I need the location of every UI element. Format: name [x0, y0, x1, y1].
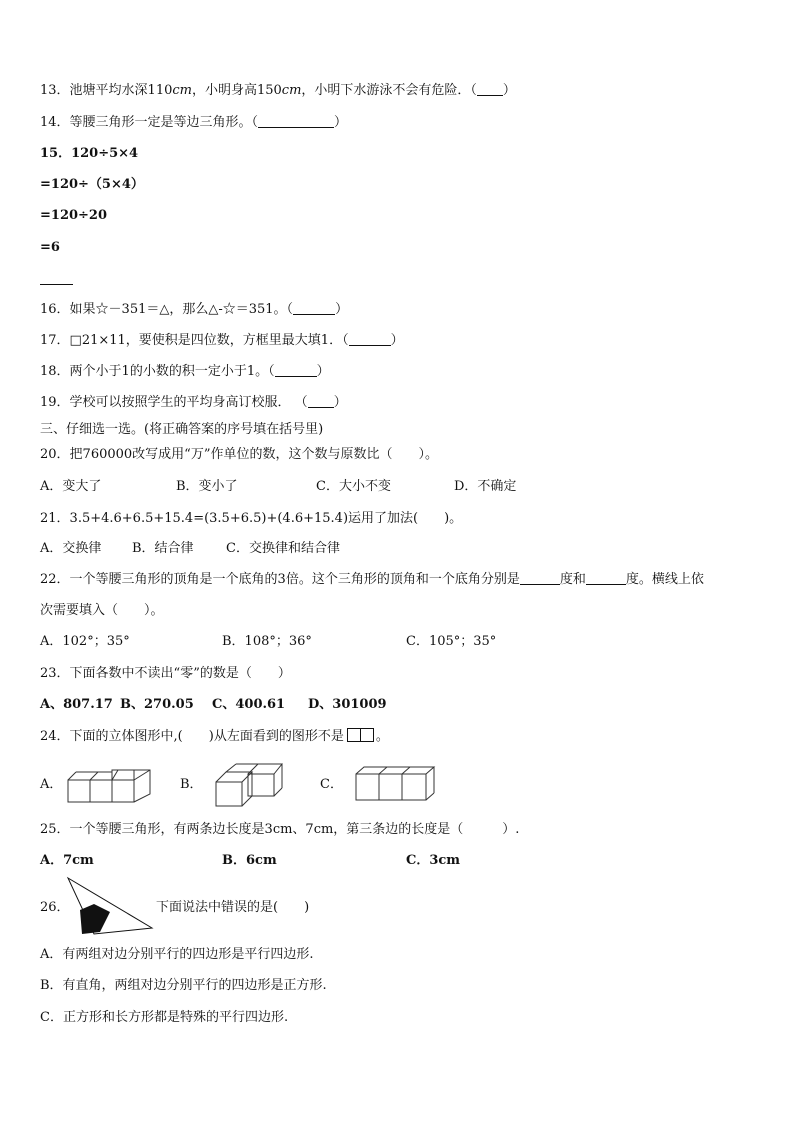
question-17: 17．□21×11，要使积是四位数，方框里最大填1．（ ）: [40, 333, 404, 348]
option-c[interactable]: C．3cm: [406, 853, 461, 868]
option-c[interactable]: C．: [320, 777, 343, 792]
option-a[interactable]: A．变大了: [40, 479, 102, 494]
question-23: 23．下面各数中不读出“零”的数是（ ）: [40, 666, 291, 681]
option-b[interactable]: B．有直角，两组对边分别平行的四边形是正方形.: [40, 978, 327, 993]
answer-blank[interactable]: [520, 572, 560, 585]
two-squares-figure: [347, 729, 373, 744]
option-a[interactable]: A．交换律: [40, 541, 102, 556]
option-d[interactable]: D．不确定: [454, 479, 517, 494]
option-b[interactable]: B．6cm: [222, 853, 277, 868]
question-22: 22．一个等腰三角形的顶角是一个底角的3倍。这个三角形的顶角和一个底角分别是 度和 度。横线上依: [40, 572, 704, 587]
option-c[interactable]: C．正方形和长方形都是特殊的平行四边形.: [40, 1010, 289, 1025]
question-24: 24．下面的立体图形中,( )从左面看到的图形不是 。: [40, 729, 389, 744]
option-a[interactable]: A．7cm: [40, 853, 94, 868]
answer-blank[interactable]: [275, 364, 317, 377]
question-26-number: 26．: [40, 900, 70, 915]
cube-figure-a: [66, 768, 156, 808]
section-heading: 三、仔细选一选。(将正确答案的序号填在括号里): [40, 422, 324, 437]
option-a[interactable]: A、807.17: [40, 697, 113, 712]
question-16: 16．如果☆－351＝△，那么△-☆＝351。（ ）: [40, 302, 349, 317]
option-a[interactable]: A．有两组对边分别平行的四边形是平行四边形.: [40, 947, 314, 962]
option-b[interactable]: B．结合律: [132, 541, 194, 556]
question-14: 14．等腰三角形一定是等边三角形。（ ）: [40, 115, 348, 130]
option-c[interactable]: C．大小不变: [316, 479, 391, 494]
question-15-line-3: =120÷20: [40, 208, 108, 223]
question-20: 20．把760000改写成用“万”作单位的数，这个数与原数比（ ）。: [40, 447, 438, 462]
option-a[interactable]: A．: [40, 777, 63, 792]
option-c[interactable]: C．交换律和结合律: [226, 541, 340, 556]
answer-blank[interactable]: [258, 115, 334, 128]
answer-blank[interactable]: [40, 284, 73, 285]
answer-blank[interactable]: [293, 302, 335, 315]
answer-blank[interactable]: [308, 395, 334, 408]
question-21: 21．3.5+4.6+6.5+15.4=(3.5+6.5)+(4.6+15.4)运用了加法( )。: [40, 511, 463, 526]
question-15-line-1: 15．120÷5×4: [40, 146, 139, 161]
question-22-line-2: 次需要填入（ ）。: [40, 603, 164, 618]
option-c[interactable]: C、400.61: [212, 697, 286, 712]
triangle-figure: [64, 876, 156, 938]
question-25: 25．一个等腰三角形，有两条边长度是3cm、7cm，第三条边的长度是（ ）.: [40, 822, 520, 837]
option-c[interactable]: C．105°；35°: [406, 634, 497, 649]
answer-blank[interactable]: [586, 572, 626, 585]
cube-figure-c: [352, 764, 436, 804]
question-19: 19．学校可以按照学生的平均身高订校服． （ ）: [40, 395, 347, 410]
option-b[interactable]: B．: [180, 777, 203, 792]
answer-blank[interactable]: [349, 333, 391, 346]
question-15-line-4: =6: [40, 240, 60, 255]
question-13: 13．池塘平均水深110cm，小明身高150cm，小明下水游泳不会有危险．（ ）: [40, 83, 516, 98]
option-d[interactable]: D、301009: [308, 697, 387, 712]
answer-blank[interactable]: [477, 83, 503, 96]
option-b[interactable]: B．变小了: [176, 479, 238, 494]
option-b[interactable]: B．108°；36°: [222, 634, 312, 649]
question-26: 下面说法中错误的是( ): [156, 900, 310, 915]
option-b[interactable]: B、270.05: [120, 697, 194, 712]
question-18: 18．两个小于1的小数的积一定小于1。（ ）: [40, 364, 330, 379]
question-15-line-2: =120÷（5×4）: [40, 177, 144, 192]
cube-figure-b: [212, 762, 284, 810]
option-a[interactable]: A．102°；35°: [40, 634, 130, 649]
